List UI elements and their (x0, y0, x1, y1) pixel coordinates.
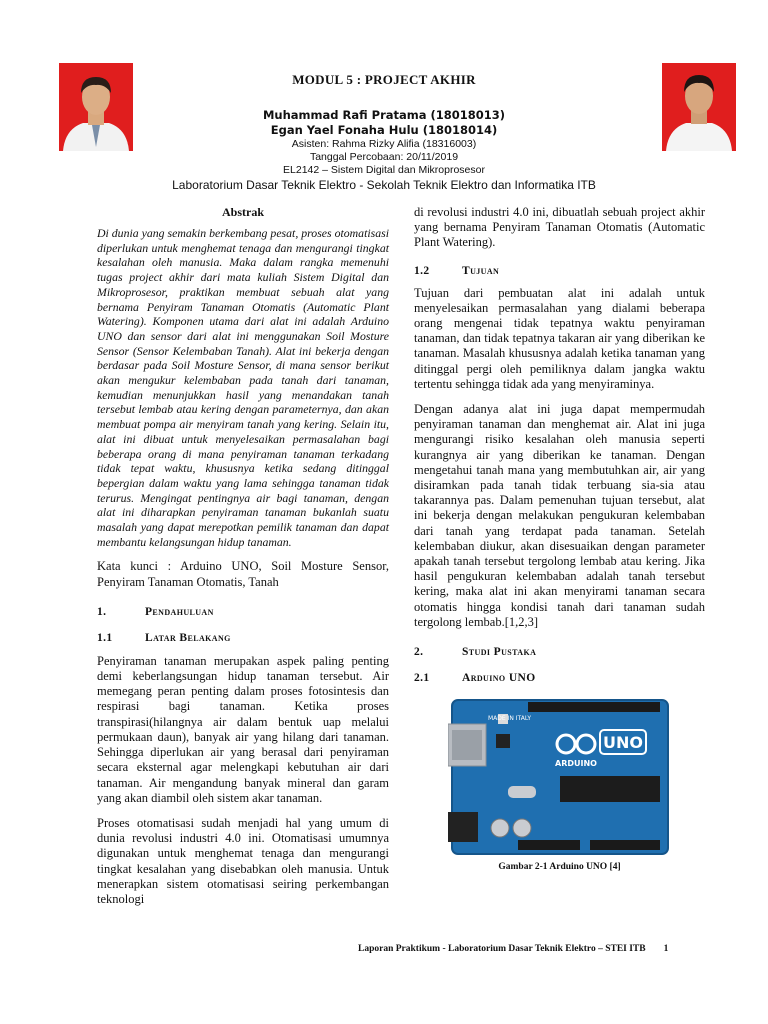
paper-header (150, 72, 618, 193)
figure-caption: Gambar 2-1 Arduino UNO [4] (498, 862, 621, 873)
date-line: Tanggal Percobaan: 20/11/2019 (309, 151, 459, 163)
section-1-1-paragraph-2: Proses otomatisasi sudah menjadi hal yang umum di dunia revolusi industri 4.0 ini. Otomatisasi umumnya digunakan untuk menghemat tenaga dan mengurangi tingkat kesalahan yang disebabkan oleh manusia. Untuk menerapkan sistem otomatisasi seiring perkembangan teknologi (97, 815, 389, 906)
lab-line: Laboratorium Dasar Teknik Elektro - Sekolah Teknik Elektro dan Informatika ITB (172, 178, 596, 192)
section-1-heading: 1. Pendahuluan (97, 605, 214, 618)
assistant-line: Asisten: Rahma Rizky Alifia (18316003) (291, 138, 477, 150)
left-column (97, 205, 389, 907)
section-1-2-heading: 1.2 Tujuan (414, 264, 500, 277)
section-2-heading: 2. Studi Pustaka (414, 646, 537, 659)
author-1: Muhammad Rafi Pratama (18018013) (262, 108, 506, 122)
right-column (414, 205, 705, 872)
author-photo-right (662, 63, 736, 151)
footer-text: Laporan Praktikum - Laboratorium Dasar Teknik Elektro – STEI ITB (358, 944, 646, 954)
page-footer (358, 944, 668, 954)
arduino-board-image (448, 694, 672, 858)
section-1-1-heading: 1.1 Latar Belakang (97, 631, 231, 644)
course-line: EL2142 – Sistem Digital dan Mikroprosesor (283, 164, 485, 176)
author-2: Egan Yael Fonaha Hulu (18018014) (270, 123, 498, 137)
section-2-1-heading: 2.1 Arduino UNO (414, 672, 536, 685)
board-brand-label: ARDUINO (554, 759, 597, 769)
page-number: 1 (663, 944, 669, 954)
keywords: Kata kunci : Arduino UNO, Soil Mosture Sensor, Penyiram Tanaman Otomatis, Tanah (97, 559, 389, 589)
section-1-2-paragraph-2: Dengan adanya alat ini juga dapat mempermudah penyiraman tanaman dan menghemat air. Alat ini juga mengurangi risiko kesalahan oleh manusia seperti kurangnya air yang diberikan ke tanaman. Dengan mengetahui tanah mana yang membutuhkan air, air yang disiramkan pada tanah tidak terbuang sia-sia atau takarannya pas. Dalam pemenuhan tujuan tersebut, alat ini bekerja dengan melakukan pengukuran kelembaban dari tanah yang terdapat pada tanaman. Setelah kelembaban diukur, akan disesuaikan dengan parameter apakah tanah tersebut tergolong lembab atau kering. Jika hasil pengukuran kelembaban adalah tanah tersebut kering, maka alat ini akan menyirami tanaman secara otomatis hingga kondisi tanah dari tanaman sudah tergolong lembab.[1,2,3] (414, 402, 705, 629)
section-1-1-paragraph-2-continued: di revolusi industri 4.0 ini, dibuatlah sebuah project akhir yang bernama Penyiram Tanaman Otomatis (Automatic Plant Watering). (414, 205, 705, 250)
arduino-figure (414, 694, 705, 872)
section-1-2-paragraph-1: Tujuan dari pembuatan alat ini adalah untuk menyelesaikan permasalahan yang dialami beberapa orang mengenai tidak tepatnya waktu penyiraman tanaman, dan tidak tepatnya takaran air yang diberikan ke tanaman. Masalah khususnya adalah ketika tanaman yang ditinggal pergi oleh pemiliknya dalam jangka waktu tertentu sehingga tidak ada yang menyiraminya. (414, 285, 705, 391)
section-1-1-paragraph-1: Penyiraman tanaman merupakan aspek paling penting demi keberlangsungan hidup tanaman tersebut. Air memegang peran penting dalam proses fotosintesis dan respirasi bagi tanaman. Ketika proses transpirasi(hilangnya air dalam bentuk uap melalui permukaan daun), banyak air yang hilang dari tanaman. Sehingga diperlukan air yang berasal dari penyiraman secara eksternal agar melengkapi kebutuhan air dari tanaman. Air mengandung banyak mineral dan garam yang akan diambil oleh sistem akar tanaman. (97, 653, 389, 805)
board-model-label: UNO (602, 733, 643, 753)
author-photo-left (59, 63, 133, 151)
paper-title: MODUL 5 : PROJECT AKHIR (292, 72, 476, 87)
abstract-text: Di dunia yang semakin berkembang pesat, proses otomatisasi diperlukan untuk menghemat tenaga dan mengurangi tingkat kesalahan oleh manusia. Maka dalam rangka memenuhi tugas project akhir dari mata kuliah Sistem Digital dan Mikroprosesor, praktikan membuat sebuah alat yang bernama Penyiram Tanaman Otomatis (Automatic Plant Watering). Komponen utama dari alat ini adalah Arduino UNO dan sensor dari alat ini menggunakan Soil Mosture Sensor (Sensor Kelembaban Tanah). Alat ini bekerja dengan berdasar pada Soil Mosture Sensor, di mana sensor berikut akan mengukur kelembaban pada tanah dari tanaman, kemudian menunjukkan hasil yang menandakan tanah tersebut lembab atau kering dengan parameternya, dan akan membuat pompa air menyiram tanah yang kering. Selain itu, alat ini dibuat untuk menyelesaikan permasalahan bagi beberapa orang di mana penyiraman tanaman terkadang tidak tepat waktu, khususnya ketika sedang ditinggal bepergian dalam waktu yang lama sehingga tanaman tidak terurus. Mengingat pentingnya air bagi tanaman, dengan alat ini diharapkan penyiraman tanaman bukanlah suatu masalah yang dapat merepotkan pemilik tanaman dan dapat membantu kelangsungan hidup tanaman. (97, 226, 389, 549)
made-in-label: MADE IN ITALY (487, 715, 531, 723)
abstract-title: Abstrak (221, 205, 264, 219)
